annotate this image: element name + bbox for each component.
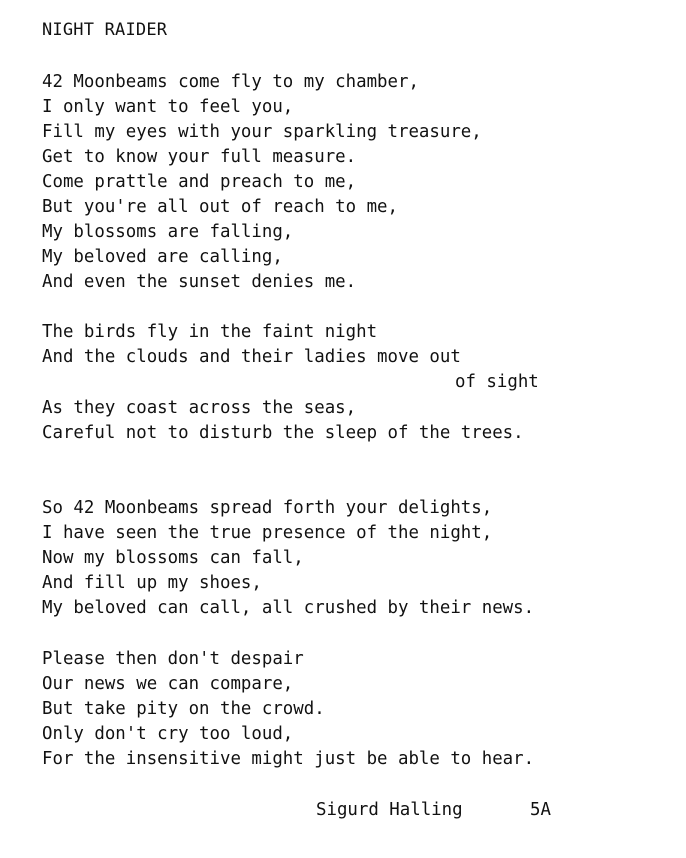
author-name: Sigurd Halling	[316, 800, 463, 820]
poem-line: And fill up my shoes,	[42, 573, 262, 593]
poem-line: Fill my eyes with your sparkling treasure,	[42, 122, 482, 142]
poem-line: Careful not to disturb the sleep of the trees.	[42, 423, 524, 443]
poem-line: For the insensitive might just be able to hear.	[42, 749, 535, 769]
poem-line: Only don't cry too loud,	[42, 724, 294, 744]
poem-line: My beloved can call, all crushed by their news.	[42, 598, 535, 618]
poem-line: So 42 Moonbeams spread forth your delights,	[42, 498, 493, 518]
poem-line: My blossoms are falling,	[42, 222, 294, 242]
poem-line: Now my blossoms can fall,	[42, 548, 304, 568]
poem-line: But you're all out of reach to me,	[42, 197, 398, 217]
poem-line: As they coast across the seas,	[42, 398, 357, 418]
poem-line: 42 Moonbeams come fly to my chamber,	[42, 72, 419, 92]
poem-line: My beloved are calling,	[42, 247, 283, 267]
poem-line: Our news we can compare,	[42, 674, 294, 694]
poem-line: Please then don't despair	[42, 649, 304, 669]
poem-line: Come prattle and preach to me,	[42, 172, 357, 192]
author-class: 5A	[530, 800, 551, 820]
poem-line: The birds fly in the faint night	[42, 322, 378, 342]
poem-line: I only want to feel you,	[42, 97, 294, 117]
poem-line-continuation: of sight	[455, 372, 539, 392]
poem-line: And even the sunset denies me.	[42, 272, 357, 292]
poem-title: NIGHT RAIDER	[42, 20, 168, 40]
poem-line: I have seen the true presence of the night,	[42, 523, 493, 543]
poem-line: Get to know your full measure.	[42, 147, 357, 167]
poem-line: But take pity on the crowd.	[42, 699, 325, 719]
poem-line: And the clouds and their ladies move out	[42, 347, 461, 367]
